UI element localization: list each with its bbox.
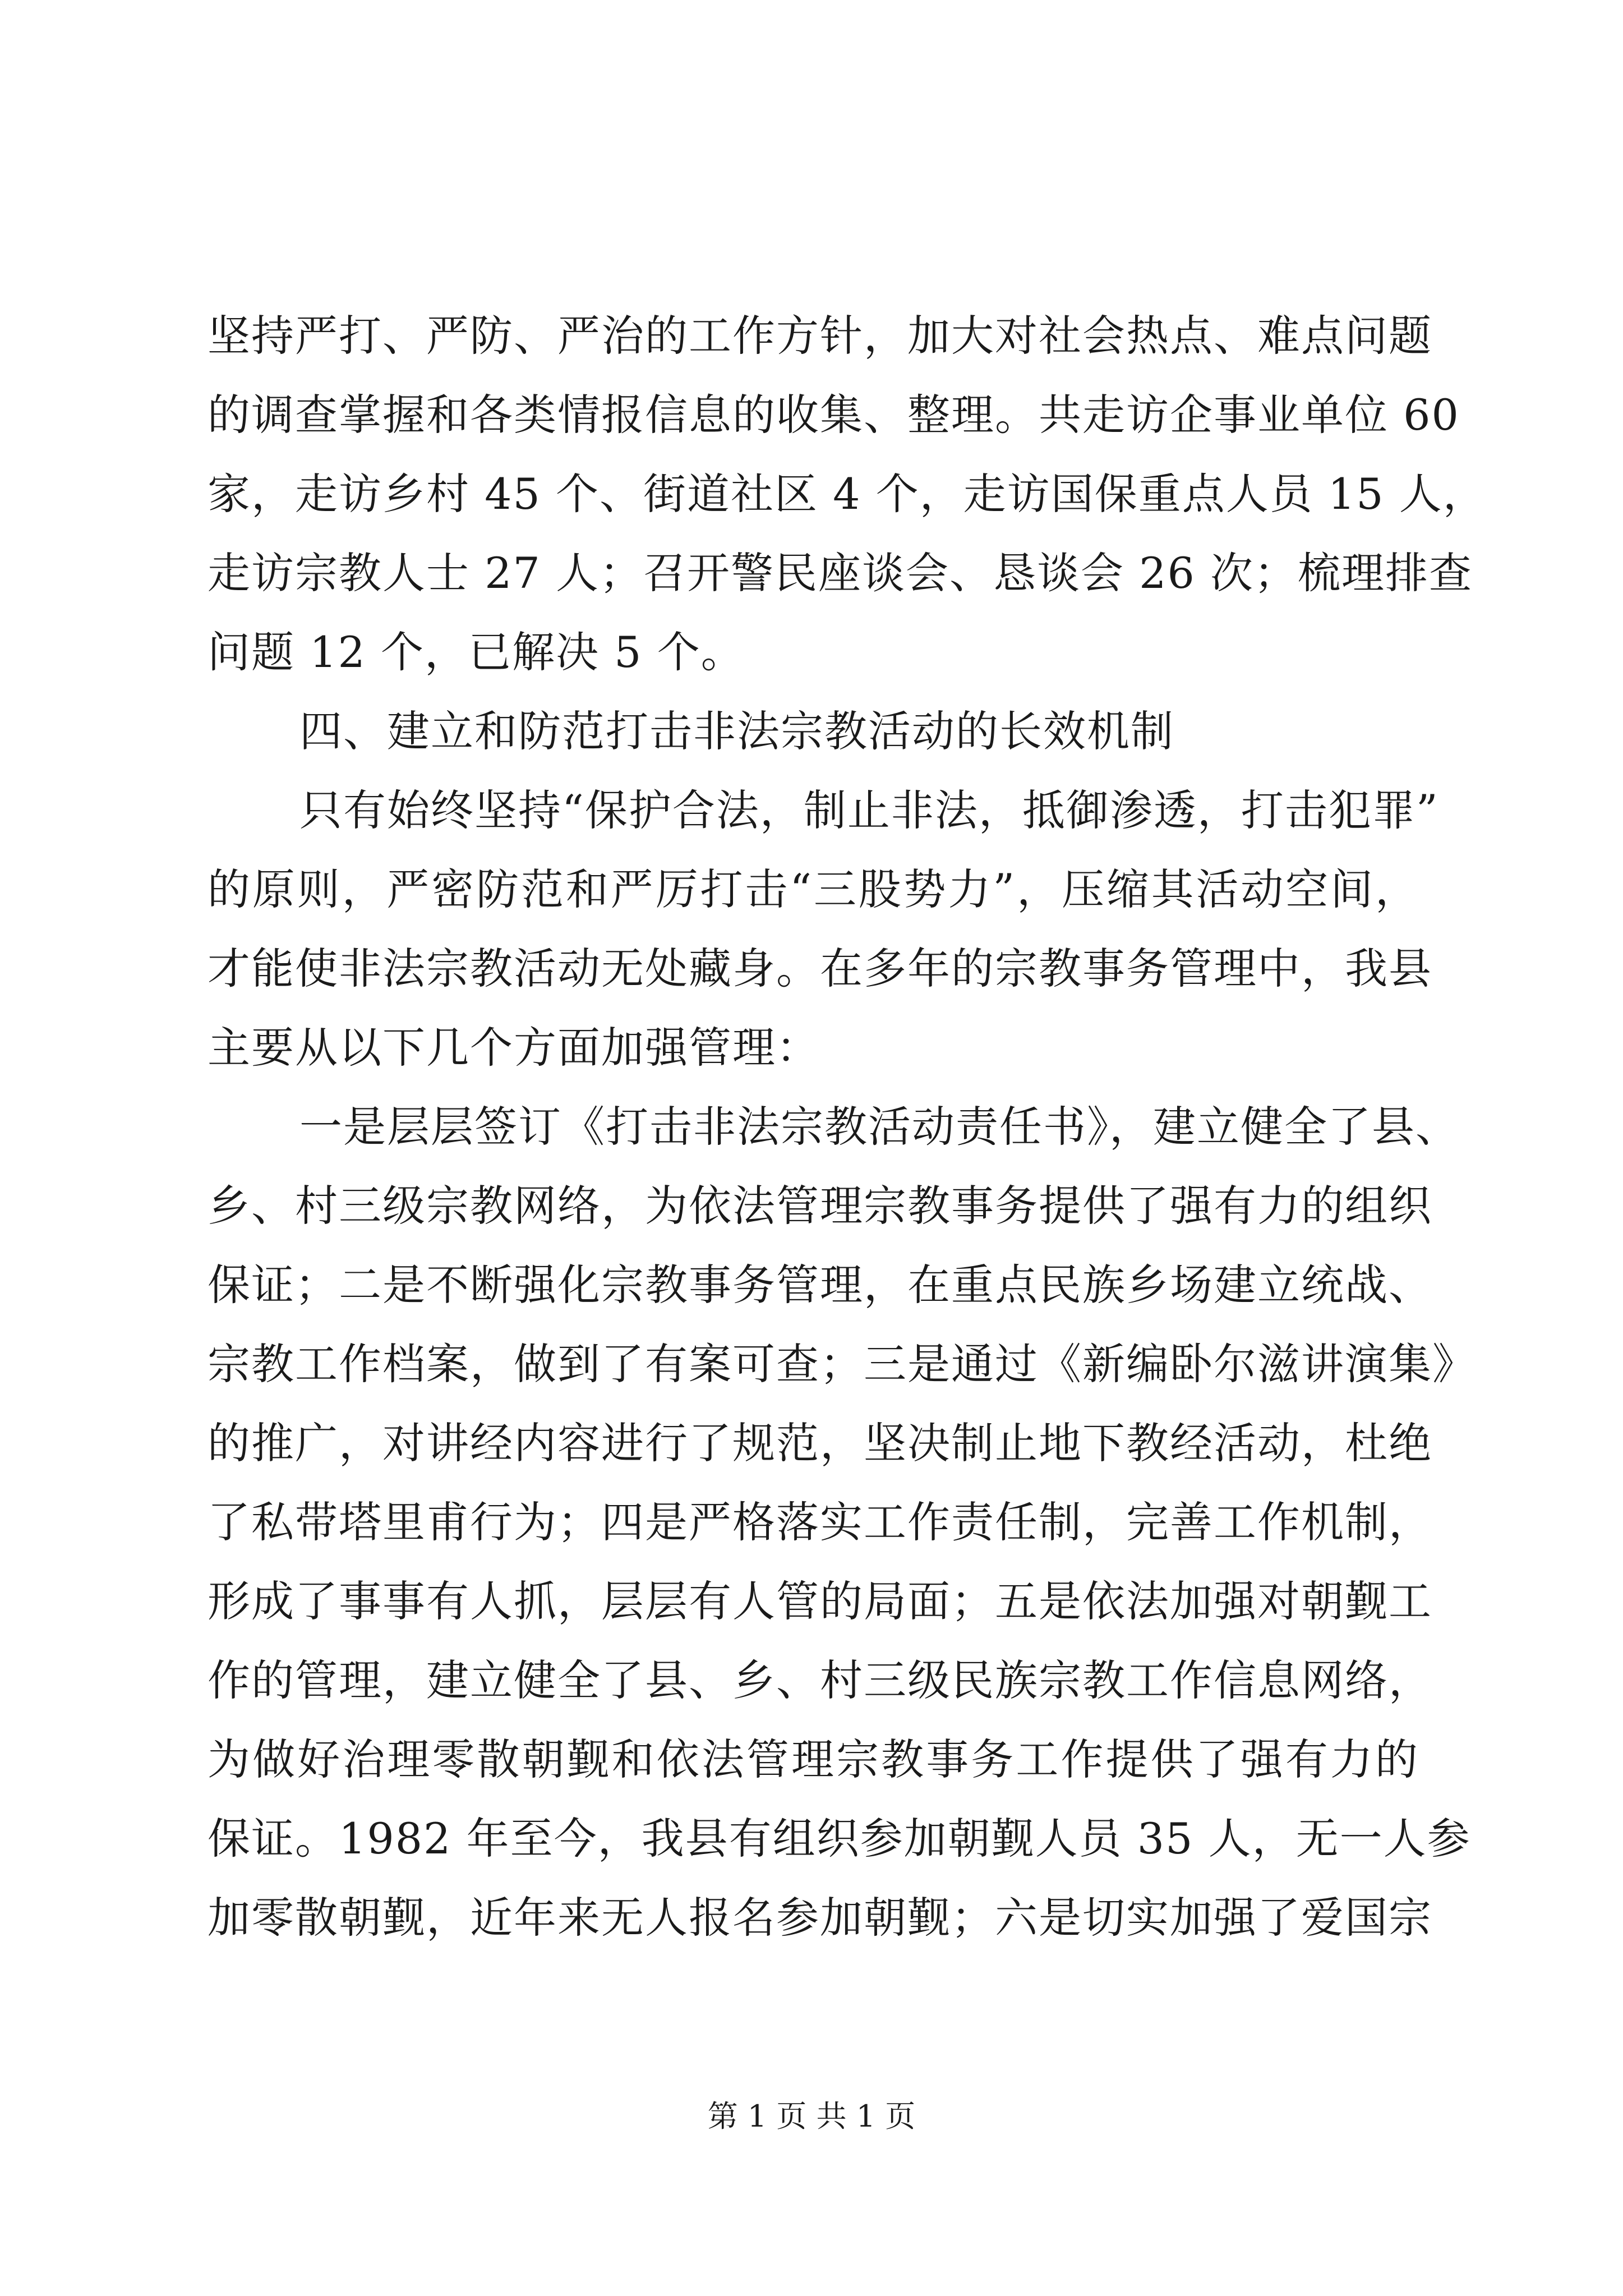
text-line: 了私带塔里甫行为；四是严格落实工作责任制，完善工作机制， [208,1497,1432,1547]
text-line: 作的管理，建立健全了县、乡、村三级民族宗教工作信息网络， [208,1655,1432,1705]
text-line: 的推广，对讲经内容进行了规范，坚决制止地下教经活动，杜绝 [208,1418,1432,1468]
text-line: 一是层层签订《打击非法宗教活动责任书》，建立健全了县、 [299,1102,1459,1152]
text-line: 加零散朝觐，近年来无人报名参加朝觐；六是切实加强了爱国宗 [208,1893,1432,1943]
text-line: 的调查掌握和各类情报信息的收集、整理。共走访企事业单位 60 [208,390,1460,440]
text-line: 主要从以下几个方面加强管理： [208,1023,820,1073]
page-footer: 第 1 页 共 1 页 [707,2099,916,2134]
text-line: 宗教工作档案，做到了有案可查；三是通过《新编卧尔滋讲演集》 [208,1339,1476,1389]
text-line: 问题 12 个，已解决 5 个。 [208,627,745,677]
text-line: 只有始终坚持“保护合法，制止非法，抵御渗透，打击犯罪” [299,785,1439,835]
text-line: 的原则，严密防范和严厉打击“三股势力”，压缩其活动空间， [208,864,1419,914]
text-line: 家，走访乡村 45 个、街道社区 4 个，走访国保重点人员 15 人， [208,469,1487,519]
text-line: 保证。1982 年至今，我县有组织参加朝觐人员 35 人，无一人参 [208,1814,1471,1864]
text-line: 四、建立和防范打击非法宗教活动的长效机制 [299,706,1174,756]
text-line: 才能使非法宗教活动无处藏身。在多年的宗教事务管理中，我县 [208,944,1432,993]
text-line: 坚持严打、严防、严治的工作方针，加大对社会热点、难点问题 [208,311,1432,361]
text-line: 形成了事事有人抓，层层有人管的局面；五是依法加强对朝觐工 [208,1576,1432,1626]
text-line: 乡、村三级宗教网络，为依法管理宗教事务提供了强有力的组织 [208,1181,1432,1231]
text-line: 为做好治理零散朝觐和依法管理宗教事务工作提供了强有力的 [208,1734,1419,1784]
text-line: 走访宗教人士 27 人；召开警民座谈会、恳谈会 26 次；梳理排查 [208,548,1473,598]
text-line: 保证；二是不断强化宗教事务管理，在重点民族乡场建立统战、 [208,1260,1432,1310]
document-body [208,296,1487,1957]
